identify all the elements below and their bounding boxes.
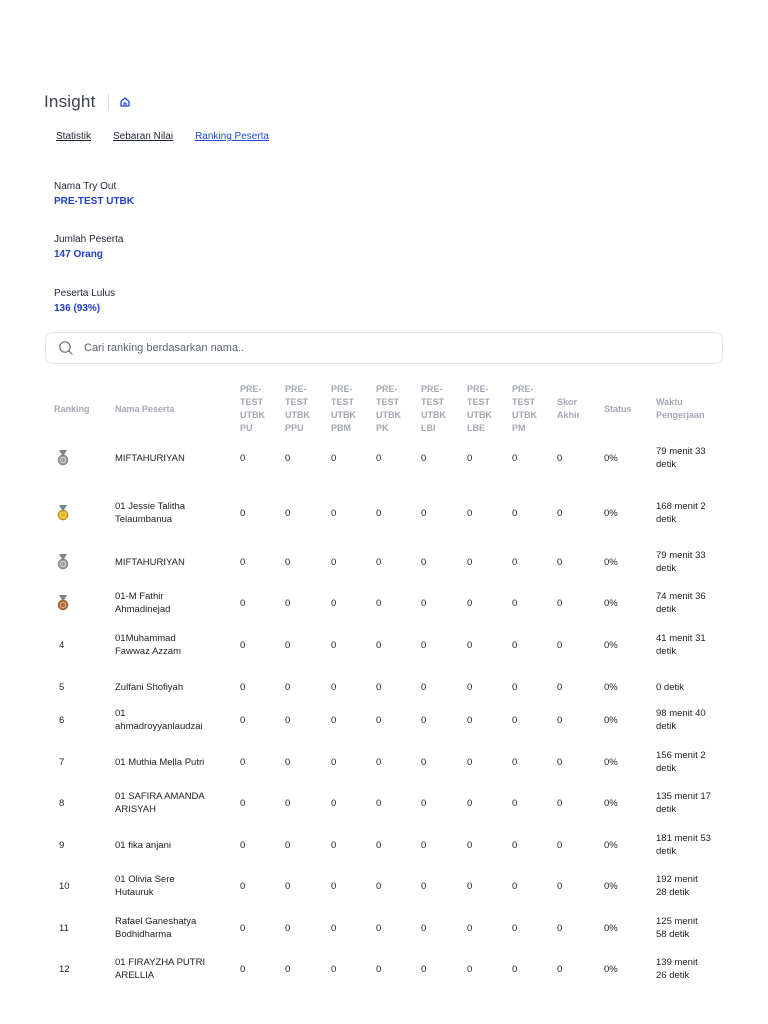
score-pu: 0 [240,452,246,464]
final-score: 0 [557,963,563,975]
score-pk: 0 [376,507,382,519]
duration-cell: 168 menit 2 detik [656,501,706,525]
score-pbm: 0 [331,452,337,464]
rank-cell [56,541,70,583]
status-cell: 0% [604,507,618,519]
duration-cell: 156 menit 2 detik [656,750,706,774]
participant-name: Zulfani Shofiyah [115,681,184,693]
score-lbe: 0 [467,756,473,768]
duration-cell: 125 menit 58 detik [656,916,698,940]
status-cell: 0% [604,756,618,768]
info-passed [54,288,115,314]
info-tryout [54,181,134,207]
score-ppu: 0 [285,922,291,934]
participant-name: 01 fika anjani [115,839,171,851]
table-row [0,741,768,783]
rank-cell: 5 [59,681,65,693]
score-pu: 0 [240,756,246,768]
score-pm: 0 [512,797,518,809]
score-lbe: 0 [467,597,473,609]
col-header-skor-akhir: Skor Akhir [557,397,581,420]
participant-name: MIFTAHURIYAN [115,556,185,568]
score-ppu: 0 [285,507,291,519]
score-pu: 0 [240,880,246,892]
silver-medal-icon [56,554,70,570]
final-score: 0 [557,922,563,934]
score-pbm: 0 [331,756,337,768]
score-lbi: 0 [421,756,427,768]
score-lbi: 0 [421,597,427,609]
col-header-pbm: PRE- TEST UTBK PBM [331,384,356,433]
tryout-label: Nama Try Out [54,181,117,192]
info-participants [54,234,123,260]
participant-name: 01-M Fathir Ahmadinejad [115,591,171,615]
final-score: 0 [557,452,563,464]
final-score: 0 [557,714,563,726]
score-lbi: 0 [421,556,427,568]
score-lbi: 0 [421,714,427,726]
col-header-waktu-pengerjaan: Waktu Pengerjaan [656,397,705,420]
table-row [0,782,768,824]
score-pk: 0 [376,963,382,975]
rank-cell: 12 [59,963,70,975]
table-header [0,381,768,437]
score-ppu: 0 [285,797,291,809]
rank-cell: 11 [59,922,69,934]
col-header-pk: PRE- TEST UTBK PK [376,384,401,433]
col-header-ppu: PRE- TEST UTBK PPU [285,384,310,433]
page-title: Insight [44,92,96,111]
table-row [0,824,768,866]
passed-label: Peserta Lulus [54,288,116,299]
score-pm: 0 [512,756,518,768]
score-pu: 0 [240,839,246,851]
score-ppu: 0 [285,756,291,768]
score-lbe: 0 [467,681,473,693]
duration-cell: 139 menit 26 detik [656,957,698,981]
rank-cell [56,582,70,624]
duration-cell: 98 menit 40 detik [656,708,706,732]
score-pbm: 0 [331,556,337,568]
score-pk: 0 [376,922,382,934]
col-header-ranking: Ranking [54,403,90,414]
score-pm: 0 [512,880,518,892]
status-cell: 0% [604,839,618,851]
rank-cell [56,492,70,534]
score-lbe: 0 [467,556,473,568]
score-pbm: 0 [331,507,337,519]
col-header-lbe: PRE- TEST UTBK LBE [467,384,492,433]
score-lbi: 0 [421,839,427,851]
gold-medal-icon [56,505,70,521]
tab-ranking-peserta[interactable]: Ranking Peserta [195,131,269,142]
duration-cell: 181 menit 53 detik [656,833,711,857]
score-pk: 0 [376,797,382,809]
score-lbe: 0 [467,639,473,651]
participants-label: Jumlah Peserta [54,234,124,245]
score-pbm: 0 [331,839,337,851]
score-pk: 0 [376,556,382,568]
score-lbe: 0 [467,507,473,519]
score-pu: 0 [240,963,246,975]
participant-name: 01 SAFIRA AMANDA ARISYAH [115,791,205,815]
score-lbi: 0 [421,507,427,519]
status-cell: 0% [604,452,618,464]
status-cell: 0% [604,681,618,693]
score-pm: 0 [512,556,518,568]
final-score: 0 [557,839,563,851]
score-ppu: 0 [285,556,291,568]
rank-cell [56,437,70,479]
score-lbi: 0 [421,639,427,651]
table-row [0,948,768,990]
status-cell: 0% [604,963,618,975]
score-pbm: 0 [331,880,337,892]
score-pbm: 0 [331,797,337,809]
status-cell: 0% [604,797,618,809]
score-pk: 0 [376,880,382,892]
score-lbe: 0 [467,963,473,975]
tab-statistik[interactable]: Statistik [56,131,92,142]
score-pu: 0 [240,507,246,519]
score-pu: 0 [240,556,246,568]
final-score: 0 [557,681,563,693]
participant-name: 01 Jessie Talitha Telaumbanua [115,501,186,525]
score-pk: 0 [376,452,382,464]
rank-cell: 9 [59,839,65,851]
score-ppu: 0 [285,963,291,975]
score-ppu: 0 [285,597,291,609]
score-pm: 0 [512,681,518,693]
duration-cell: 0 detik [656,681,684,693]
bronze-medal-icon [56,595,70,611]
col-header-pu: PRE- TEST UTBK PU [240,384,265,433]
col-header-pm: PRE- TEST UTBK PM [512,384,537,433]
final-score: 0 [557,756,563,768]
score-pbm: 0 [331,681,337,693]
table-row [0,865,768,907]
participants-value: 147 Orang [54,249,103,260]
rank-cell: 4 [59,639,65,651]
score-ppu: 0 [285,681,291,693]
score-lbi: 0 [421,797,427,809]
score-lbe: 0 [467,839,473,851]
rank-cell: 6 [59,714,65,726]
score-pu: 0 [240,714,246,726]
score-ppu: 0 [285,714,291,726]
score-pm: 0 [512,452,518,464]
final-score: 0 [557,597,563,609]
participant-name: 01Muhammad Fawwaz Azzam [115,633,181,657]
participant-name: 01 FIRAYZHA PUTRI ARELLIA [115,957,206,981]
score-ppu: 0 [285,839,291,851]
table-row [0,492,768,534]
status-cell: 0% [604,556,618,568]
score-pbm: 0 [331,922,337,934]
score-pu: 0 [240,797,246,809]
score-pk: 0 [376,714,382,726]
score-pm: 0 [512,639,518,651]
score-ppu: 0 [285,452,291,464]
score-pu: 0 [240,681,246,693]
search-input[interactable] [82,341,686,355]
score-lbe: 0 [467,922,473,934]
page-header [44,90,131,114]
score-pk: 0 [376,756,382,768]
tab-bar [56,131,269,142]
duration-cell: 41 menit 31 detik [656,633,706,657]
table-row [0,699,768,741]
score-pu: 0 [240,922,246,934]
score-pbm: 0 [331,597,337,609]
rank-cell: 7 [59,756,65,768]
final-score: 0 [557,797,563,809]
rank-cell: 8 [59,797,65,809]
score-pbm: 0 [331,639,337,651]
score-lbe: 0 [467,797,473,809]
score-lbi: 0 [421,922,427,934]
score-pm: 0 [512,922,518,934]
rank-cell: 10 [59,880,70,892]
final-score: 0 [557,639,563,651]
final-score: 0 [557,556,563,568]
status-cell: 0% [604,597,618,609]
score-pm: 0 [512,963,518,975]
score-pbm: 0 [331,963,337,975]
score-ppu: 0 [285,880,291,892]
score-lbi: 0 [421,681,427,693]
score-pu: 0 [240,597,246,609]
duration-cell: 135 menit 17 detik [656,791,711,815]
participant-name: 01 Olivia Sere Hutauruk [115,874,175,898]
score-ppu: 0 [285,639,291,651]
score-pm: 0 [512,597,518,609]
search-icon [58,340,74,356]
score-lbe: 0 [467,880,473,892]
duration-cell: 79 menit 33 detik [656,446,706,470]
score-pm: 0 [512,507,518,519]
status-cell: 0% [604,639,618,651]
duration-cell: 192 menit 28 detik [656,874,698,898]
score-lbe: 0 [467,452,473,464]
home-icon[interactable] [119,96,131,108]
tryout-value: PRE-TEST UTBK [54,196,134,207]
score-pu: 0 [240,639,246,651]
score-lbi: 0 [421,452,427,464]
status-cell: 0% [604,880,618,892]
participant-name: 01 ahmadroyyanlaudzai [115,708,203,732]
participant-name: MIFTAHURIYAN [115,452,185,464]
score-pk: 0 [376,839,382,851]
status-cell: 0% [604,922,618,934]
status-cell: 0% [604,714,618,726]
score-pm: 0 [512,714,518,726]
col-header-nama-peserta: Nama Peserta [115,403,175,414]
duration-cell: 74 menit 36 detik [656,591,706,615]
search-box[interactable] [45,332,723,364]
silver-medal-icon [56,450,70,466]
score-pk: 0 [376,639,382,651]
table-row [0,541,768,583]
participant-name: 01 Muthia Mella Putri [115,756,205,768]
tab-sebaran-nilai[interactable]: Sebaran Nilai [113,131,174,142]
score-lbe: 0 [467,714,473,726]
participant-name: Rafael Ganeshatya Bodhidharma [115,916,197,940]
passed-value: 136 (93%) [54,303,101,314]
col-header-status: Status [604,403,632,414]
score-pk: 0 [376,681,382,693]
score-lbi: 0 [421,963,427,975]
table-row [0,624,768,666]
score-pbm: 0 [331,714,337,726]
table-row [0,437,768,479]
col-header-lbi: PRE- TEST UTBK LBI [421,384,446,433]
final-score: 0 [557,880,563,892]
score-pm: 0 [512,839,518,851]
table-row [0,907,768,949]
duration-cell: 79 menit 33 detik [656,550,706,574]
table-row [0,582,768,624]
score-pk: 0 [376,597,382,609]
header-divider [108,94,109,110]
score-lbi: 0 [421,880,427,892]
final-score: 0 [557,507,563,519]
